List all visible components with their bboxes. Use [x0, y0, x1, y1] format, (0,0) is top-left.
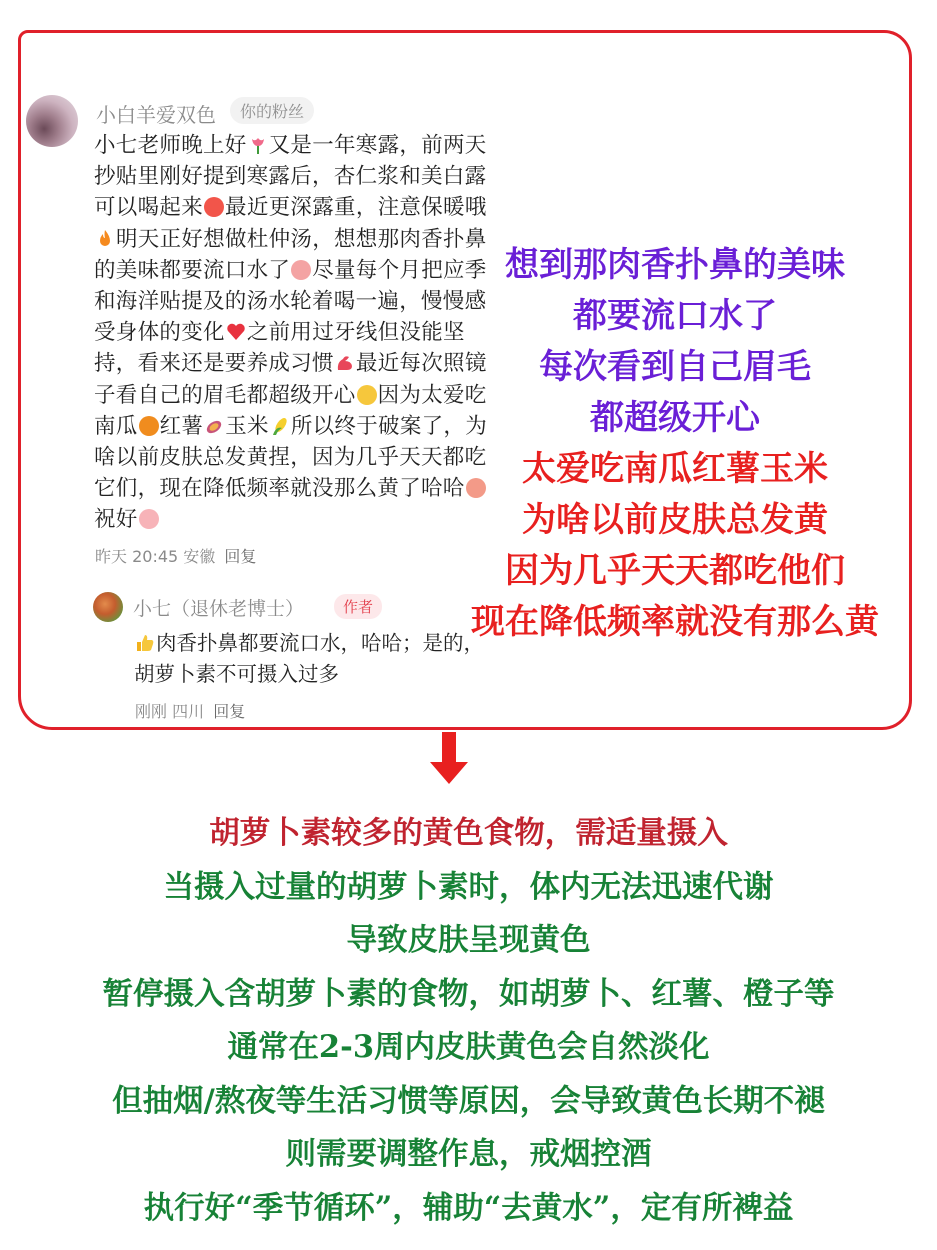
comment-text-part: 所以终于破案了，为啥以前皮肤总发黄捏，因为几乎天天都吃它们，现在降低频率就没那么黄了哈哈 [94, 413, 488, 502]
callout-line: 因为几乎天天都吃他们 [505, 551, 845, 591]
reply-body [134, 628, 489, 690]
comment-text-part: 玉米 [225, 413, 269, 439]
explanation-line: 通常在2-3周内皮肤黄色会自然淡化 [227, 1029, 710, 1065]
fire-emoji-icon [95, 227, 115, 247]
comment-text-part: 又是一年寒露，前两天抄贴里刚好提到寒露后，杏仁浆和美白露可以喝起来 [94, 133, 487, 221]
highlight-callout [440, 240, 910, 648]
commenter-avatar[interactable] [26, 95, 78, 147]
reply-text: 肉香扑鼻都要流口水，哈哈；是的，胡萝卜素不可摄入过多 [134, 631, 484, 686]
author-avatar[interactable] [93, 592, 123, 622]
author-username[interactable]: 小七（退休老博士） [133, 598, 305, 620]
explanation-line: 但抽烟/熬夜等生活习惯等原因，会导致黄色长期不褪 [112, 1082, 825, 1119]
laughing-face-emoji-icon [204, 197, 224, 217]
grinning-face-emoji-icon [357, 385, 377, 405]
reply-meta [135, 699, 245, 722]
down-arrow-icon [430, 732, 468, 784]
sweet-potato-emoji-icon [204, 414, 224, 434]
comment-text-part: 明天正好想做杜仲汤，想想那肉香扑鼻的美味都要流口水了 [94, 226, 487, 283]
comment-text-part: 最近每次照镜子看自己的眉毛都超级开心 [94, 351, 487, 408]
red-heart-emoji-icon [226, 320, 246, 340]
explanation-line: 暂停摄入含胡萝卜素的食物，如胡萝卜、红薯、橙子等 [102, 975, 835, 1012]
comment-text-part: 祝好 [94, 507, 138, 533]
explanation-line: 胡萝卜素较多的黄色食物，需适量摄入 [209, 815, 728, 851]
explanation-text [0, 807, 937, 1235]
thumbs-up-emoji-icon [135, 631, 155, 651]
commenter-username[interactable]: 小白羊爱双色 [96, 103, 216, 127]
callout-line: 想到那肉香扑鼻的美味 [505, 245, 845, 285]
comment-text-part: 小七老师晚上好 [94, 133, 247, 158]
peach-face-emoji-icon [139, 509, 159, 529]
jack-o-lantern-emoji-icon [139, 416, 159, 436]
reply-reply-button[interactable]: 回复 [213, 702, 246, 721]
comment-text-part: 红薯 [159, 413, 204, 439]
callout-line: 每次看到自己眉毛 [539, 347, 811, 387]
drooling-face-emoji-icon [291, 260, 311, 280]
comment-location: 安徽 [183, 547, 216, 566]
author-badge: 作者 [334, 594, 382, 619]
explanation-line: 执行好“季节循环”，辅助“去黄水”，定有所裨益 [143, 1189, 794, 1226]
comment-text-part: 尽量每个月把应季和海洋贴提及的汤水轮着喝一遍，慢慢感受身体的变化 [94, 257, 487, 346]
comment-body [94, 130, 489, 536]
down-arrow-shape [430, 732, 468, 784]
explanation-line: 则需要调整作息，戒烟控酒 [285, 1136, 652, 1172]
callout-line: 都超级开心 [590, 398, 760, 438]
comment-reply-button[interactable]: 回复 [224, 547, 257, 566]
comment-text-part: 之前用过牙线但没能坚持，看来还是要养成习惯 [94, 320, 465, 377]
reply-location: 四川 [172, 702, 205, 721]
flexed-biceps-emoji-icon [335, 351, 355, 371]
reply-time: 刚刚 [135, 702, 168, 721]
callout-line: 都要流口水了 [573, 296, 777, 336]
explanation-line: 当摄入过量的胡萝卜素时，体内无法迅速代谢 [163, 868, 774, 905]
callout-line: 为啥以前皮肤总发黄 [522, 500, 828, 540]
corn-emoji-icon [270, 414, 290, 434]
comment-time: 昨天 20:45 [95, 547, 179, 566]
fan-badge: 你的粉丝 [230, 97, 314, 124]
callout-line: 太爱吃南瓜红薯玉米 [522, 449, 828, 489]
callout-line: 现在降低频率就没有那么黄 [471, 602, 879, 642]
tulip-emoji-icon [248, 133, 268, 153]
comment-text-part: 最近更深露重，注意保暖哦 [225, 195, 487, 221]
comment-text-part: 因为太爱吃南瓜 [94, 382, 487, 439]
comment-meta [95, 544, 256, 567]
explanation-line: 导致皮肤呈现黄色 [346, 922, 591, 958]
